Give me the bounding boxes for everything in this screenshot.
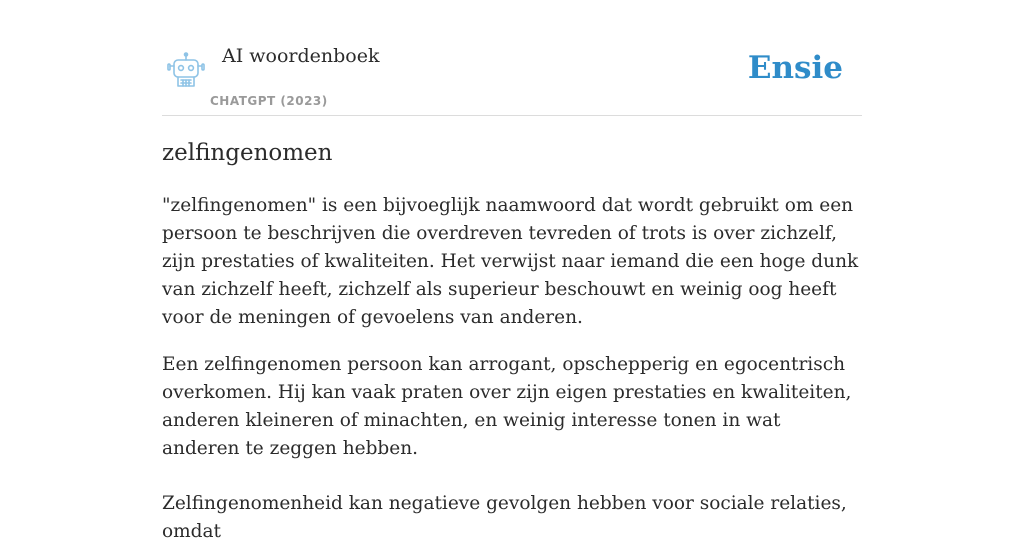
- definition-paragraph: Zelfingenomenheid kan negatieve gevolgen hebben voor sociale relaties, omdat: [162, 493, 847, 542]
- page: [162, 0, 862, 542]
- entry-word: zelfingenomen: [162, 140, 333, 166]
- dictionary-title[interactable]: AI woordenboek: [222, 45, 380, 67]
- header: [162, 0, 862, 116]
- definition-paragraph: "zelfingenomen" is een bijvoeglijk naamwoord dat wordt gebruikt om een persoon te beschrijven die overdreven tevreden of trots is over zichzelf, zijn prestaties of kwaliteiten. Het verwijst naar iemand die een hoge dunk van zichzelf heeft, zichzelf als superieur beschouwt en weinig oog heeft voor de meningen of gevoelens van anderen.: [162, 195, 859, 328]
- definition-paragraph: Een zelfingenomen persoon kan arrogant, opschepperig en egocentrisch overkomen. Hij kan vaak praten over zijn eigen prestaties en kwaliteiten, anderen kleineren of minachten, en weinig interesse tonen in wat anderen te zeggen hebben.: [162, 354, 852, 459]
- brand-logo[interactable]: Ensie: [747, 50, 843, 86]
- entry-definition: [162, 192, 862, 546]
- robot-icon: [166, 52, 206, 90]
- dictionary-source: CHATGPT (2023): [210, 94, 328, 108]
